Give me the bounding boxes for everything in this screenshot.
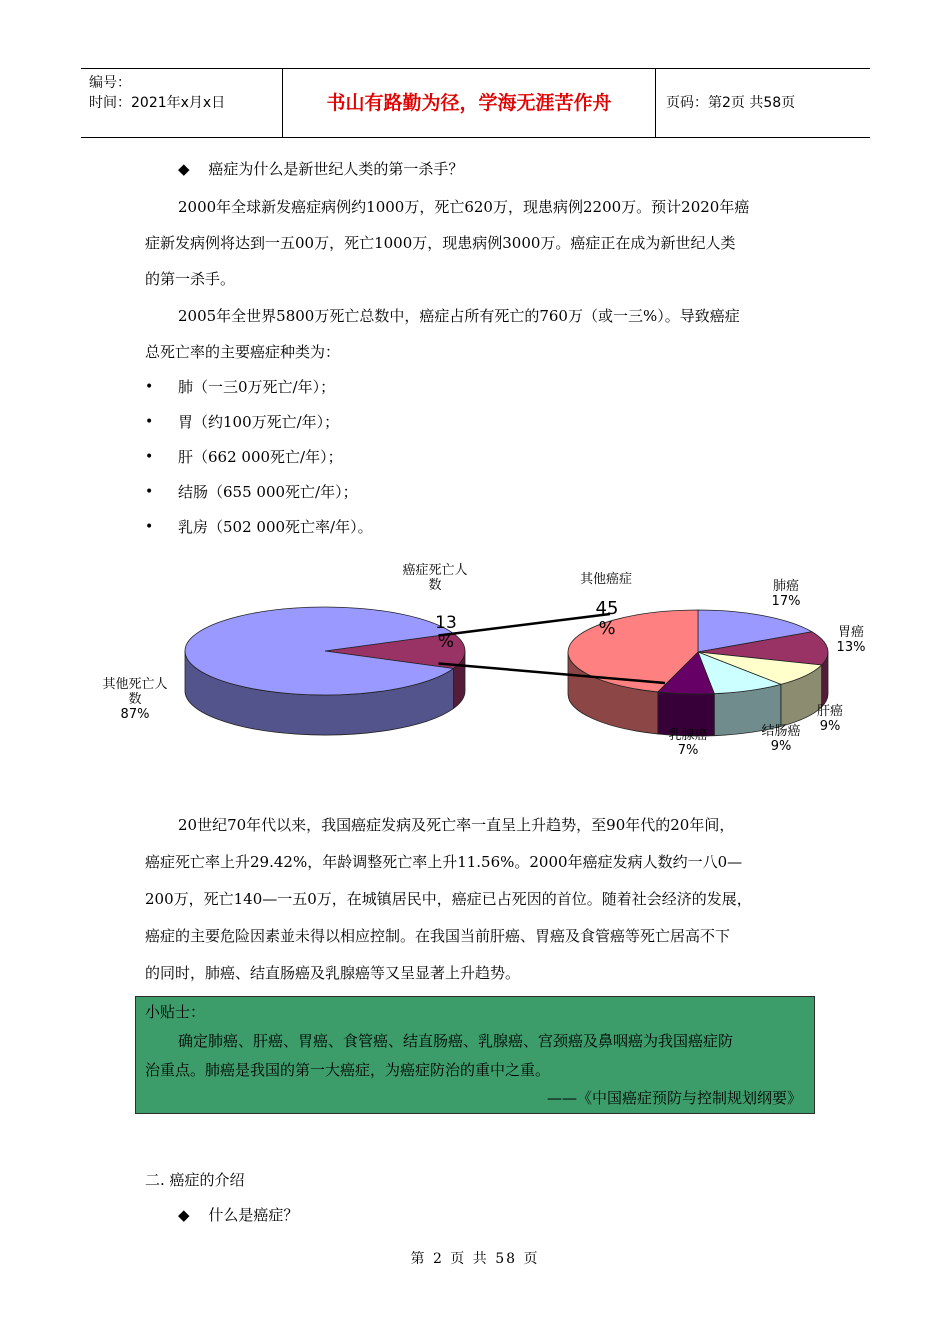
- page-footer: 第 2 页 共 58 页: [410, 1251, 540, 1267]
- bullet-icon: •: [145, 484, 154, 500]
- list-item: 胃（约100万死亡/年）；: [178, 413, 340, 431]
- heading-text: 什么是癌症？: [208, 1206, 299, 1224]
- tip-title: 小贴士：: [145, 1003, 206, 1021]
- para3-line2: 癌症死亡率上升29.42%，年龄调整死亡率上升11.56%。2000年癌症发病人数约一八0—: [145, 853, 743, 871]
- data-label: 其他死亡人数 87%: [102, 677, 168, 722]
- pie-of-pie-chart: [0, 550, 950, 780]
- para1-line2: 症新发病例将达到一五00万，死亡1000万，现患病例3000万。癌症正在成为新世纪人类: [145, 234, 736, 252]
- data-label: 其他癌症: [579, 572, 633, 587]
- number-label: 编号：: [89, 75, 131, 91]
- time-label: 时间：2021年x月x日: [89, 95, 226, 111]
- data-label: 癌症死亡人数: [402, 563, 468, 593]
- para3-line3: 200万，死亡140—一五0万，在城镇居民中，癌症已占死因的首位。随着社会经济的发展，: [145, 890, 752, 908]
- list-item: 肺（一三0万死亡/年）；: [178, 378, 336, 396]
- list-item: 结肠（655 000死亡/年）；: [178, 483, 358, 501]
- bullet-icon: •: [145, 519, 154, 535]
- para1-line3: 的第一杀手。: [145, 270, 236, 288]
- section-heading-2: [178, 1206, 298, 1224]
- tip-line: 确定肺癌、肝癌、胃癌、食管癌、结直肠癌、乳腺癌、宫颈癌及鼻咽癌为我国癌症防: [178, 1032, 734, 1050]
- para3-line4: 癌症的主要危险因素並未得以相应控制。在我国当前肝癌、胃癌及食管癌等死亡居高不下: [145, 927, 731, 945]
- header-page-info: 页码：第2页 共58页: [666, 95, 796, 111]
- data-label: 13 %: [435, 613, 457, 652]
- list-item: 肝（662 000死亡/年）；: [178, 448, 343, 466]
- para2-line1: 2005年全世界5800万死亡总数中，癌症占所有死亡的760万（或一三%）。导致癌症: [178, 307, 740, 325]
- diamond-icon: ◆: [178, 160, 190, 178]
- tip-source: ——《中国癌症预防与控制规划纲要》: [546, 1089, 802, 1107]
- data-label: 乳腺癌 7%: [668, 728, 708, 758]
- data-label: 45 %: [595, 598, 619, 639]
- data-label: 肺癌 17%: [771, 579, 801, 609]
- list-item: 乳房（502 000死亡率/年）。: [178, 518, 373, 536]
- para3-line5: 的同时，肺癌、结直肠癌及乳腺癌等又呈显著上升趋势。: [145, 964, 521, 982]
- bullet-icon: •: [145, 379, 154, 395]
- section2-title: 二. 癌症的介绍: [145, 1171, 245, 1189]
- data-label: 胃癌 13%: [836, 625, 866, 655]
- para3-line1: 20世纪70年代以来，我国癌症发病及死亡率一直呈上升趋势，至90年代的20年间，: [178, 816, 735, 834]
- bullet-icon: •: [145, 414, 154, 430]
- header-motto: 书山有路勤为径，学海无涯苦作舟: [282, 69, 656, 137]
- para1-line1: 2000年全球新发癌症病例约1000万，死亡620万，现患病例2200万。预计2020年癌: [178, 198, 750, 216]
- header-meta: [81, 69, 282, 137]
- heading-text: 癌症为什么是新世纪人类的第一杀手？: [208, 160, 464, 178]
- tip-box: [135, 996, 815, 1114]
- tip-line: 治重点。肺癌是我国的第一大癌症，为癌症防治的重中之重。: [145, 1061, 551, 1079]
- diamond-icon: ◆: [178, 1206, 190, 1224]
- data-label: 肝癌 9%: [816, 704, 844, 734]
- bullet-icon: •: [145, 449, 154, 465]
- page-header: [81, 68, 870, 138]
- data-label: 结肠癌 9%: [761, 724, 801, 754]
- para2-line2: 总死亡率的主要癌症种类为：: [145, 343, 341, 361]
- section-heading-1: [178, 160, 463, 178]
